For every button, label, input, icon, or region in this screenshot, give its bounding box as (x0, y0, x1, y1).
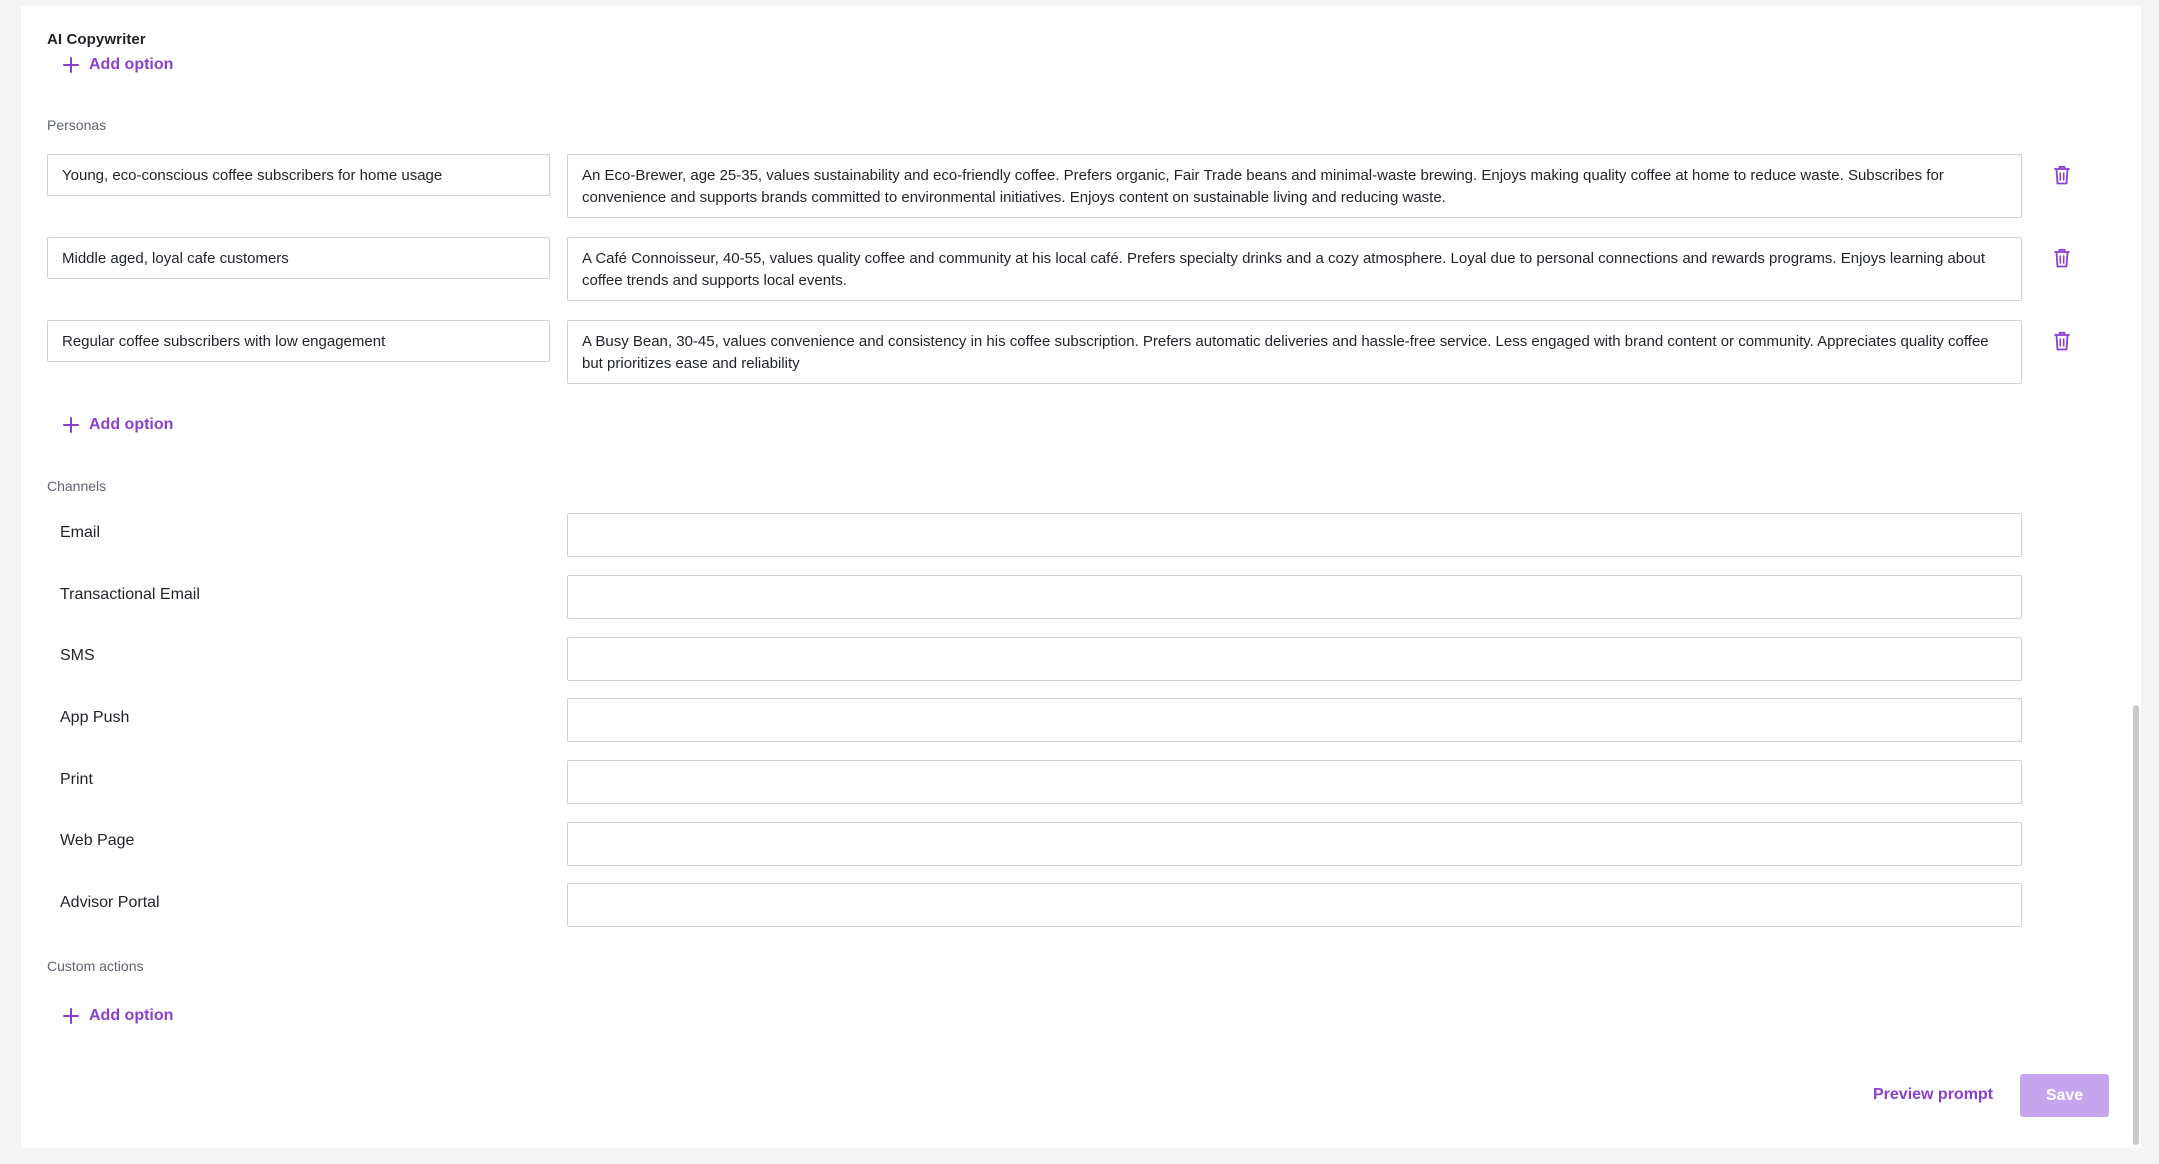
add-option-label: Add option (89, 1007, 174, 1024)
channel-label-advisor-portal: Advisor Portal (60, 894, 160, 911)
channel-input-transactional-email[interactable] (567, 575, 2022, 619)
channel-label-web-page: Web Page (60, 832, 135, 849)
vertical-scrollbar[interactable] (2133, 705, 2139, 1145)
channel-input-advisor-portal[interactable] (567, 883, 2022, 927)
channel-label-transactional-email: Transactional Email (60, 586, 200, 603)
persona-name-input[interactable] (47, 320, 550, 362)
delete-persona-button[interactable] (2052, 330, 2072, 352)
ai-copywriter-title: AI Copywriter (47, 31, 146, 48)
persona-description-value: A Busy Bean, 30-45, values convenience and consistency in his coffee subscription. Prefers automatic deliveries and hassle-free service. Less engaged with brand content or community. Appreciates quality coffee but prioritizes ease and reliability (582, 333, 1989, 372)
channel-label-email: Email (60, 524, 101, 541)
plus-icon (63, 57, 79, 73)
channel-input-web-page[interactable] (567, 822, 2022, 866)
persona-name-input[interactable] (47, 237, 550, 279)
persona-name-value: Regular coffee subscribers with low engagement (62, 332, 386, 350)
plus-icon (63, 417, 79, 433)
channel-input-email[interactable] (567, 513, 2022, 557)
preview-prompt-button[interactable]: Preview prompt (1873, 1086, 1994, 1103)
persona-description-textarea[interactable] (567, 237, 2022, 301)
trash-icon (2052, 247, 2072, 269)
channel-label-app-push: App Push (60, 709, 130, 726)
persona-description-value: An Eco-Brewer, age 25-35, values sustainability and eco-friendly coffee. Prefers organic, Fair Trade beans and minimal-waste brewing. Enjoys making quality coffee at home to reduce waste. Subscribes for convenience and supports brands committed to environmental initiatives. Enjoys content on sustainable living and reducing waste. (582, 167, 1944, 206)
personas-label: Personas (47, 117, 107, 133)
trash-icon (2052, 164, 2072, 186)
plus-icon (63, 1008, 79, 1024)
delete-persona-button[interactable] (2052, 164, 2072, 186)
channels-label: Channels (47, 478, 107, 494)
channel-input-app-push[interactable] (567, 698, 2022, 742)
delete-persona-button[interactable] (2052, 247, 2072, 269)
trash-icon (2052, 330, 2072, 352)
channel-input-print[interactable] (567, 760, 2022, 804)
persona-name-value: Young, eco-conscious coffee subscribers for home usage (62, 166, 443, 184)
custom-actions-label: Custom actions (47, 958, 144, 974)
custom-actions-add-option-button[interactable] (63, 1004, 173, 1028)
ai-copywriter-add-option-button[interactable] (63, 53, 173, 77)
channel-input-sms[interactable] (567, 637, 2022, 681)
personas-add-option-button[interactable] (63, 413, 173, 437)
persona-description-textarea[interactable] (567, 154, 2022, 218)
persona-name-value: Middle aged, loyal cafe customers (62, 249, 289, 267)
add-option-label: Add option (89, 416, 174, 433)
persona-description-value: A Café Connoisseur, 40-55, values quality coffee and community at his local café. Prefers specialty drinks and a cozy atmosphere. Loyal due to personal connections and rewards programs. Enjoys learning about coffee trends and supports local events. (582, 250, 1986, 289)
add-option-label: Add option (89, 56, 174, 73)
persona-description-textarea[interactable] (567, 320, 2022, 384)
persona-name-input[interactable] (47, 154, 550, 196)
channel-label-sms: SMS (60, 647, 95, 664)
channel-label-print: Print (60, 771, 93, 788)
save-button[interactable]: Save (2020, 1074, 2109, 1117)
